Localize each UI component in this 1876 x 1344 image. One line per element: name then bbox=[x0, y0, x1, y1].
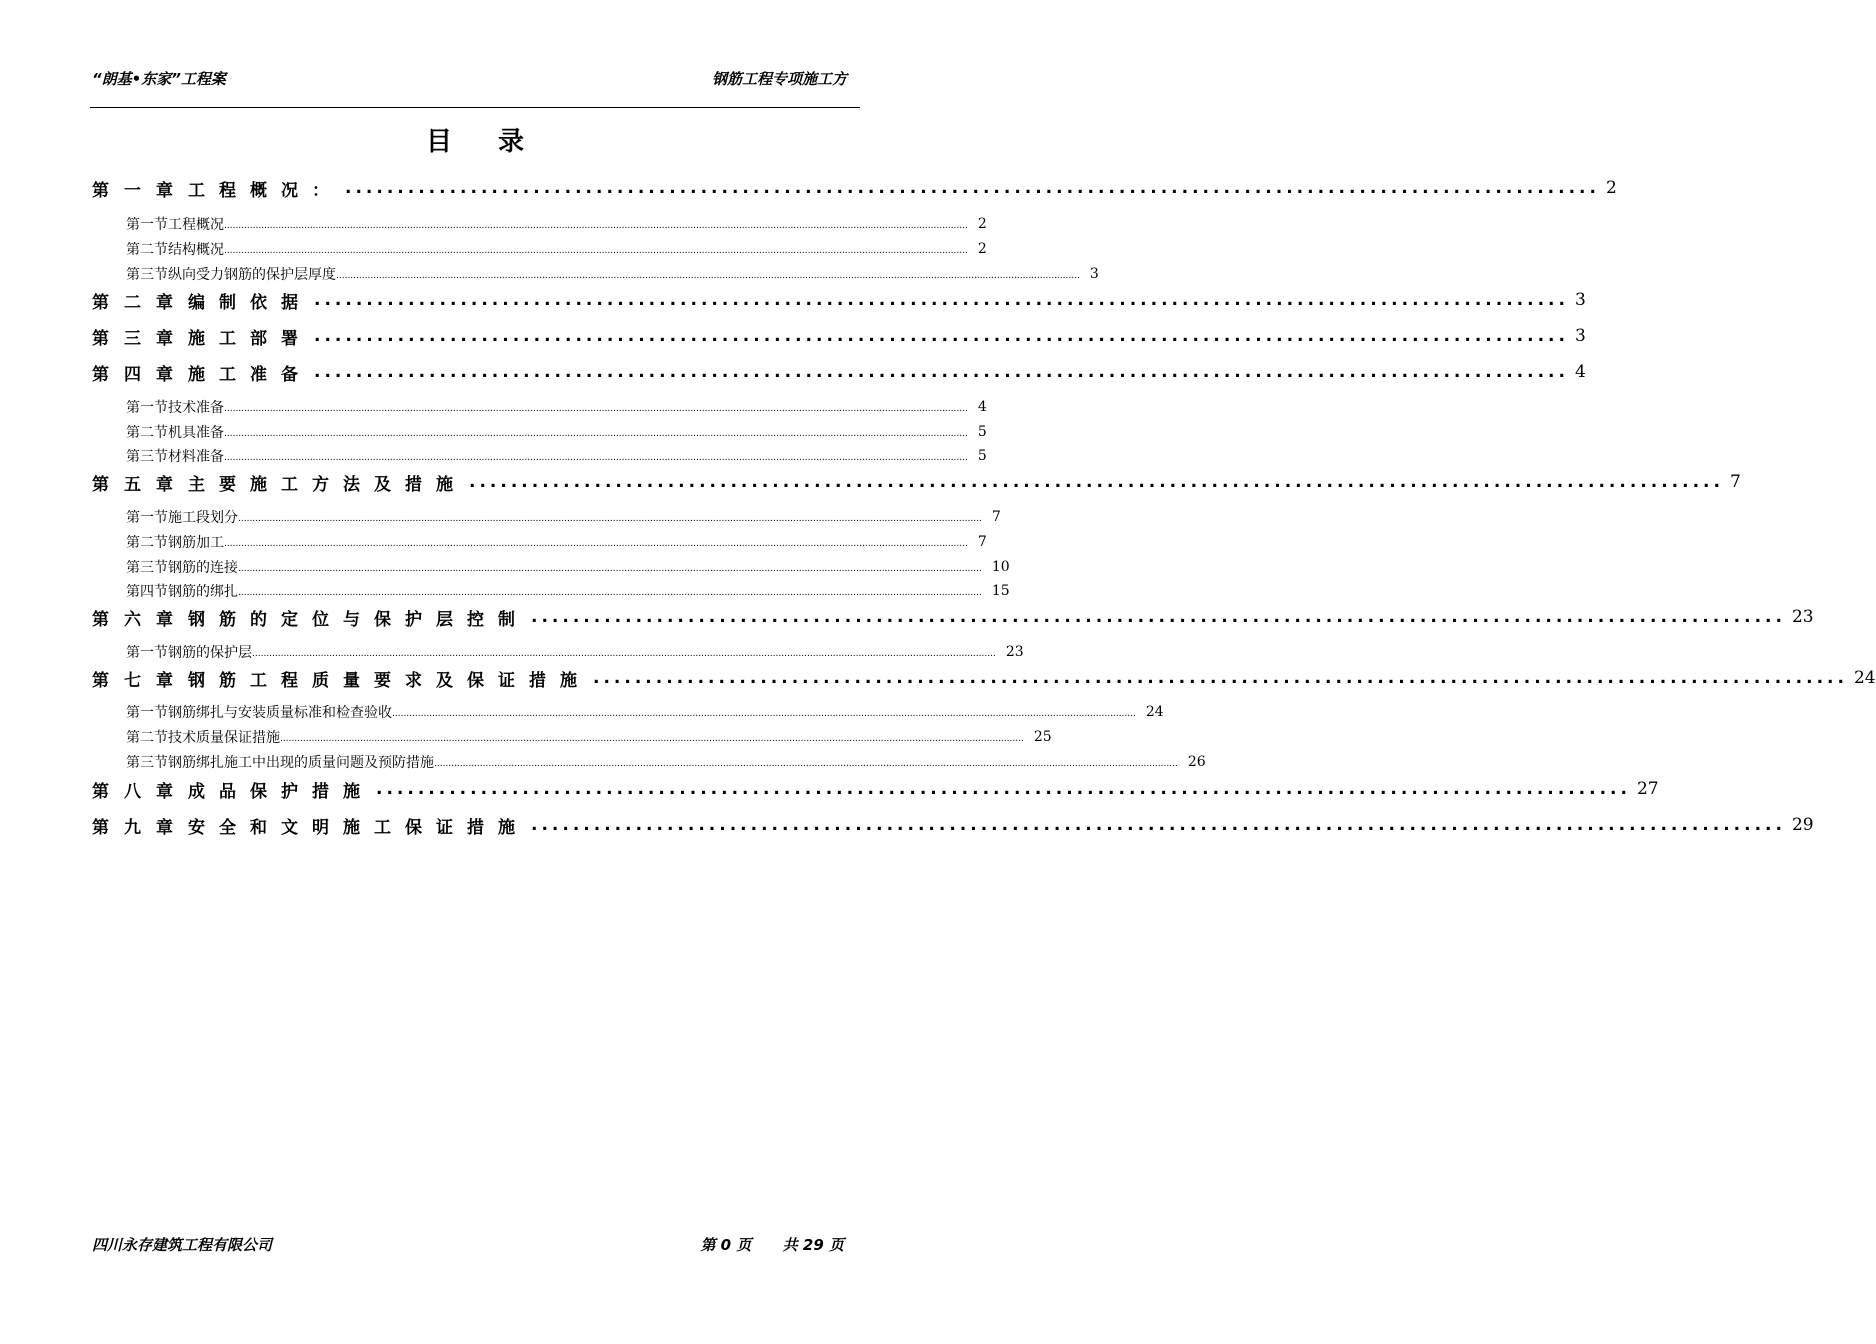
dot-leader: .................................................................................................................................................................................................................................................................... bbox=[224, 246, 968, 256]
section-page-number: 5 bbox=[977, 424, 987, 440]
chapter-page-number: 3 bbox=[1574, 290, 1586, 310]
header-document-title: 钢筋工程专项施工方 bbox=[711, 70, 847, 88]
chapter-title: 安全和文明施工保证措施 bbox=[188, 817, 529, 838]
chapter-page-number: 2 bbox=[1605, 178, 1617, 198]
dot-leader: ........................................................................................................................ bbox=[345, 178, 1600, 198]
header-project-name: “朗基•东家”工程案 bbox=[92, 70, 226, 88]
footer-page-number: 第 0 页 bbox=[700, 1236, 752, 1254]
section-title: 钢筋绑扎与安装质量标准和检查验收 bbox=[168, 705, 392, 721]
dot-leader: .................................................................................................................................................................................................................................................................... bbox=[392, 709, 1136, 719]
section-label: 第二节 bbox=[126, 730, 168, 746]
chapter-page-number: 23 bbox=[1791, 607, 1814, 627]
dot-leader: ........................................................................................................................ bbox=[469, 472, 1724, 492]
toc-section-entry[interactable] bbox=[126, 264, 1099, 284]
section-page-number: 26 bbox=[1187, 754, 1206, 770]
dot-leader: .................................................................................................................................................................................................................................................................... bbox=[224, 429, 968, 439]
section-label: 第三节 bbox=[126, 449, 168, 465]
dot-leader: .................................................................................................................................................................................................................................................................... bbox=[252, 649, 996, 659]
section-page-number: 4 bbox=[977, 399, 987, 415]
chapter-title: 主要施工方法及措施 bbox=[188, 474, 467, 495]
section-page-number: 5 bbox=[977, 448, 987, 464]
section-label: 第一节 bbox=[126, 645, 168, 661]
section-page-number: 23 bbox=[1005, 644, 1024, 660]
dot-leader: .................................................................................................................................................................................................................................................................... bbox=[238, 564, 982, 574]
section-page-number: 25 bbox=[1033, 729, 1052, 745]
dot-leader: .................................................................................................................................................................................................................................................................... bbox=[224, 221, 968, 231]
dot-leader: ........................................................................................................................ bbox=[593, 668, 1848, 688]
toc-chapter-entry[interactable] bbox=[92, 777, 1659, 802]
section-title: 钢筋绑扎施工中出现的质量问题及预防措施 bbox=[168, 755, 434, 771]
section-label: 第二节 bbox=[126, 535, 168, 551]
dot-leader: .................................................................................................................................................................................................................................................................... bbox=[238, 588, 982, 598]
section-title: 结构概况 bbox=[168, 242, 224, 258]
section-label: 第一节 bbox=[126, 510, 168, 526]
section-page-number: 10 bbox=[991, 559, 1010, 575]
section-label: 第一节 bbox=[126, 705, 168, 721]
section-title: 钢筋的保护层 bbox=[168, 645, 252, 661]
section-page-number: 2 bbox=[977, 216, 987, 232]
chapter-title: 施工部署 bbox=[188, 328, 312, 349]
toc-section-entry[interactable] bbox=[126, 557, 1010, 577]
section-label: 第三节 bbox=[126, 560, 168, 576]
chapter-label: 第三章 bbox=[92, 328, 188, 349]
toc-chapter-entry[interactable] bbox=[92, 813, 1814, 838]
dot-leader: ........................................................................................................................ bbox=[531, 607, 1786, 627]
section-label: 第二节 bbox=[126, 242, 168, 258]
chapter-label: 第八章 bbox=[92, 781, 188, 802]
toc-section-entry[interactable] bbox=[126, 702, 1164, 722]
section-label: 第三节 bbox=[126, 267, 168, 283]
section-title: 施工段划分 bbox=[168, 510, 238, 526]
toc-chapter-entry[interactable] bbox=[92, 324, 1586, 349]
section-title: 机具准备 bbox=[168, 425, 224, 441]
chapter-title: 钢筋工程质量要求及保证措施 bbox=[188, 670, 591, 691]
section-label: 第三节 bbox=[126, 755, 168, 771]
toc-section-entry[interactable] bbox=[126, 507, 1001, 527]
toc-section-entry[interactable] bbox=[126, 422, 987, 442]
chapter-title: 工程概况： bbox=[188, 180, 343, 201]
dot-leader: .................................................................................................................................................................................................................................................................... bbox=[224, 539, 968, 549]
toc-section-entry[interactable] bbox=[126, 642, 1024, 662]
chapter-label: 第一章 bbox=[92, 180, 188, 201]
toc-chapter-entry[interactable] bbox=[92, 470, 1741, 495]
chapter-label: 第六章 bbox=[92, 609, 188, 630]
toc-chapter-entry[interactable] bbox=[92, 288, 1586, 313]
toc-chapter-entry[interactable] bbox=[92, 666, 1876, 691]
dot-leader: ........................................................................................................................ bbox=[376, 779, 1631, 799]
section-title: 钢筋加工 bbox=[168, 535, 224, 551]
toc-section-entry[interactable] bbox=[126, 214, 987, 234]
toc-section-entry[interactable] bbox=[126, 446, 987, 466]
toc-chapter-entry[interactable] bbox=[92, 360, 1586, 385]
section-page-number: 15 bbox=[991, 583, 1010, 599]
chapter-page-number: 29 bbox=[1791, 815, 1814, 835]
toc-chapter-entry[interactable] bbox=[92, 176, 1617, 201]
footer-company: 四川永存建筑工程有限公司 bbox=[92, 1236, 273, 1254]
chapter-label: 第二章 bbox=[92, 292, 188, 313]
section-page-number: 3 bbox=[1089, 266, 1099, 282]
section-label: 第一节 bbox=[126, 217, 168, 233]
section-label: 第四节 bbox=[126, 584, 168, 600]
toc-chapter-entry[interactable] bbox=[92, 605, 1814, 630]
section-title: 纵向受力钢筋的保护层厚度 bbox=[168, 267, 336, 283]
toc-title: 目录 bbox=[425, 127, 570, 157]
chapter-page-number: 27 bbox=[1636, 779, 1659, 799]
toc-section-entry[interactable] bbox=[126, 397, 987, 417]
section-title: 技术质量保证措施 bbox=[168, 730, 280, 746]
section-page-number: 2 bbox=[977, 241, 987, 257]
toc-section-entry[interactable] bbox=[126, 532, 987, 552]
toc-section-entry[interactable] bbox=[126, 727, 1052, 747]
section-title: 钢筋的绑扎 bbox=[168, 584, 238, 600]
dot-leader: .................................................................................................................................................................................................................................................................... bbox=[238, 514, 982, 524]
dot-leader: ........................................................................................................................ bbox=[531, 815, 1786, 835]
section-label: 第二节 bbox=[126, 425, 168, 441]
chapter-title: 编制依据 bbox=[188, 292, 312, 313]
chapter-page-number: 4 bbox=[1574, 362, 1586, 382]
toc-section-entry[interactable] bbox=[126, 239, 987, 259]
section-title: 技术准备 bbox=[168, 400, 224, 416]
footer-total-pages: 共 29 页 bbox=[782, 1236, 844, 1254]
section-label: 第一节 bbox=[126, 400, 168, 416]
section-title: 钢筋的连接 bbox=[168, 560, 238, 576]
section-page-number: 7 bbox=[977, 534, 987, 550]
chapter-page-number: 7 bbox=[1729, 472, 1741, 492]
footer-page-info bbox=[700, 1234, 844, 1255]
chapter-label: 第七章 bbox=[92, 670, 188, 691]
section-title: 工程概况 bbox=[168, 217, 224, 233]
dot-leader: ........................................................................................................................ bbox=[314, 290, 1569, 310]
dot-leader: .................................................................................................................................................................................................................................................................... bbox=[434, 759, 1178, 769]
chapter-label: 第四章 bbox=[92, 364, 188, 385]
chapter-title: 钢筋的定位与保护层控制 bbox=[188, 609, 529, 630]
toc-section-entry[interactable] bbox=[126, 752, 1206, 772]
chapter-page-number: 24 bbox=[1853, 668, 1876, 688]
section-title: 材料准备 bbox=[168, 449, 224, 465]
dot-leader: ........................................................................................................................ bbox=[314, 326, 1569, 346]
chapter-label: 第九章 bbox=[92, 817, 188, 838]
dot-leader: .................................................................................................................................................................................................................................................................... bbox=[224, 404, 968, 414]
section-page-number: 24 bbox=[1145, 704, 1164, 720]
toc-section-entry[interactable] bbox=[126, 581, 1010, 601]
chapter-label: 第五章 bbox=[92, 474, 188, 495]
chapter-page-number: 3 bbox=[1574, 326, 1586, 346]
chapter-title: 成品保护措施 bbox=[188, 781, 374, 802]
dot-leader: .................................................................................................................................................................................................................................................................... bbox=[280, 734, 1024, 744]
dot-leader: .................................................................................................................................................................................................................................................................... bbox=[224, 453, 968, 463]
dot-leader: ........................................................................................................................ bbox=[314, 362, 1569, 382]
dot-leader: .................................................................................................................................................................................................................................................................... bbox=[336, 271, 1080, 281]
chapter-title: 施工准备 bbox=[188, 364, 312, 385]
section-page-number: 7 bbox=[991, 509, 1001, 525]
